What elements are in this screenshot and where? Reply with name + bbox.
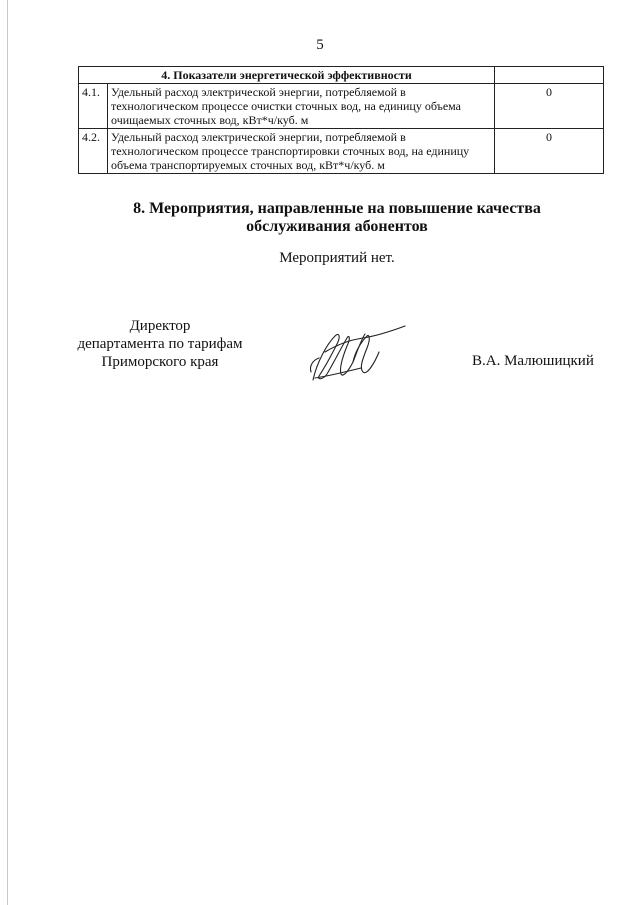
- table-section-header-row: [79, 67, 604, 84]
- row-value: 0: [495, 84, 604, 129]
- row-number: 4.2.: [79, 129, 108, 174]
- handwritten-signature: [305, 322, 415, 384]
- section-header-cell: 4. Показатели энергетической эффективности: [79, 67, 495, 84]
- signer-title-line3: Приморского края: [101, 354, 219, 370]
- signer-title: [55, 317, 265, 371]
- section-8-body: Мероприятий нет.: [279, 250, 395, 266]
- section-8-heading: [0, 200, 640, 236]
- signer-name: В.А. Малюшицкий: [472, 353, 594, 369]
- section-8-title-line1: 8. Мероприятия, направленные на повышение качества: [133, 200, 541, 217]
- table-row: [79, 129, 604, 174]
- signer-title-line1: Директор: [129, 318, 191, 334]
- row-description: Удельный расход электрической энергии, потребляемой в технологическом процессе транспортировки сточных вод, на единицу объема транспортируемых сточных вод, кВт*ч/куб. м: [108, 129, 495, 174]
- row-description: Удельный расход электрической энергии, потребляемой в технологическом процессе очистки сточных вод, на единицу объема очищаемых сточных вод, кВт*ч/куб. м: [108, 84, 495, 129]
- signer-title-line2: департамента по тарифам: [77, 336, 243, 352]
- table-row: [79, 84, 604, 129]
- row-number: 4.1.: [79, 84, 108, 129]
- scan-edge: [7, 0, 8, 905]
- row-value: 0: [495, 129, 604, 174]
- section-header-value-cell: [495, 67, 604, 84]
- page-number: 5: [316, 37, 324, 53]
- section-8-title-line2: обслуживания абонентов: [246, 218, 428, 235]
- energy-efficiency-table: [78, 66, 604, 174]
